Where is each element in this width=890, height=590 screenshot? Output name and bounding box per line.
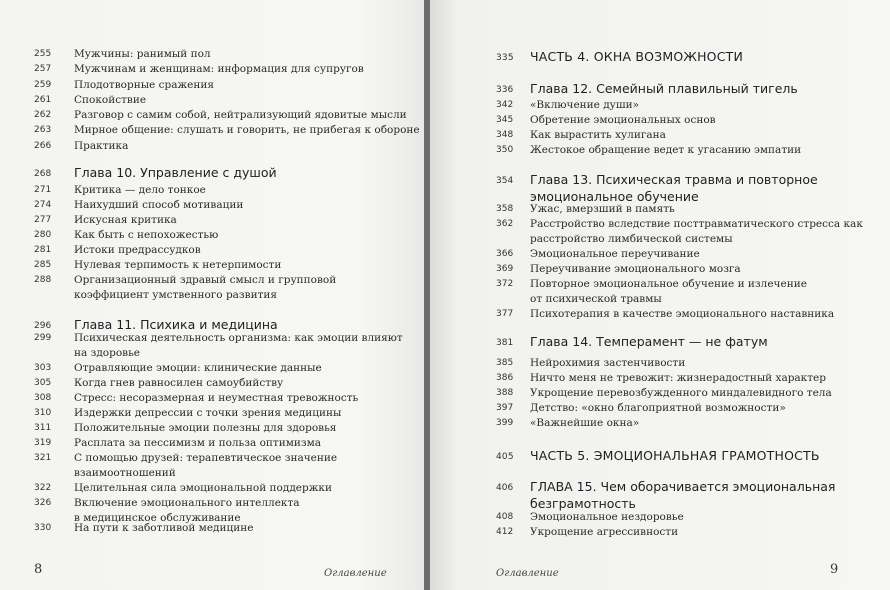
toc-title <box>530 171 818 205</box>
toc-title-line: Практика <box>74 140 129 152</box>
toc-page-number: 310 <box>34 408 52 418</box>
toc-title-line: Мужчины: ранимый пол <box>74 48 211 60</box>
toc-page-number: 321 <box>34 453 52 463</box>
toc-page-number: 348 <box>496 130 514 140</box>
toc-title <box>530 98 639 113</box>
toc-title <box>74 273 336 303</box>
toc-page-number: 399 <box>496 418 514 428</box>
toc-title-line: Расплата за пессимизм и польза оптимизма <box>74 437 322 449</box>
toc-title <box>74 213 177 228</box>
toc-title-line: Критика — дело тонкое <box>74 184 206 196</box>
toc-page-number: 406 <box>496 483 514 493</box>
right-page <box>430 0 890 590</box>
toc-title-line: Эмоциональное переучивание <box>530 248 700 260</box>
toc-page-number: 326 <box>34 498 52 508</box>
toc-title <box>74 451 337 481</box>
toc-title <box>530 307 834 322</box>
toc-page-number: 274 <box>34 200 52 210</box>
toc-page-number: 299 <box>34 333 52 343</box>
toc-title-line: Искусная критика <box>74 214 177 226</box>
toc-title <box>74 436 321 451</box>
toc-page-number: 397 <box>496 403 514 413</box>
toc-title <box>530 386 832 401</box>
toc-title-line: расстройство лимбической системы <box>530 233 733 245</box>
toc-page-number: 311 <box>34 423 52 433</box>
toc-title <box>530 128 666 143</box>
toc-title-line: на здоровье <box>74 347 140 359</box>
toc-page-number: 266 <box>34 141 52 151</box>
toc-title <box>530 510 684 525</box>
toc-title <box>530 277 807 307</box>
toc-page-number: 412 <box>496 527 514 537</box>
toc-page-number: 303 <box>34 363 52 373</box>
toc-title <box>74 183 206 198</box>
toc-title-line: Стресс: несоразмерная и неуместная тревожность <box>74 392 359 404</box>
toc-page-number: 277 <box>34 215 52 225</box>
toc-page-number: 262 <box>34 110 52 120</box>
toc-page-number: 345 <box>496 115 514 125</box>
toc-title-line: Издержки депрессии с точки зрения медицины <box>74 407 342 419</box>
toc-title-line: «Важнейшие окна» <box>530 417 640 429</box>
toc-page-number: 408 <box>496 512 514 522</box>
toc-title <box>74 78 214 93</box>
toc-page-number: 255 <box>34 49 52 59</box>
toc-title-line: эмоциональное обучение <box>530 189 699 204</box>
toc-title <box>530 401 786 416</box>
toc-page-number: 259 <box>34 80 52 90</box>
toc-title <box>74 376 283 391</box>
toc-page-number: 305 <box>34 378 52 388</box>
toc-title-line: Повторное эмоциональное обучение и излечение <box>530 278 807 290</box>
right-running-head: Оглавление <box>496 568 559 579</box>
toc-page-number: 381 <box>496 338 514 348</box>
toc-page-number: 369 <box>496 264 514 274</box>
toc-title <box>530 113 716 128</box>
toc-title-line: ЧАСТЬ 5. ЭМОЦИОНАЛЬНАЯ ГРАМОТНОСТЬ <box>530 448 820 463</box>
toc-page-number: 336 <box>496 85 514 95</box>
toc-title-line: На пути к заботливой медицине <box>74 522 254 534</box>
toc-title <box>530 247 700 262</box>
toc-title-line: Мирное общение: слушать и говорить, не прибегая к обороне <box>74 124 420 136</box>
toc-title-line: от психической травмы <box>530 293 662 305</box>
toc-title <box>530 371 826 386</box>
toc-title <box>530 217 863 247</box>
toc-title-line: взаимоотношений <box>74 467 176 479</box>
right-folio: 9 <box>830 562 839 577</box>
toc-title-line: ЧАСТЬ 4. ОКНА ВОЗМОЖНОСТИ <box>530 49 744 64</box>
toc-title <box>74 108 407 123</box>
toc-title-line: Переучивание эмоционального мозга <box>530 263 741 275</box>
toc-title-line: Жестокое обращение ведет к угасанию эмпатии <box>530 144 802 156</box>
toc-title-line: Спокойствие <box>74 94 147 106</box>
toc-page-number: 263 <box>34 125 52 135</box>
toc-title-line: Детство: «окно благоприятной возможности» <box>530 402 786 414</box>
toc-page-number: 285 <box>34 260 52 270</box>
toc-title <box>530 80 798 97</box>
toc-page-number: 362 <box>496 219 514 229</box>
toc-page-number: 335 <box>496 53 514 63</box>
toc-title-line: Укрощение перевозбужденного миндалевидного тела <box>530 387 832 399</box>
toc-title <box>74 164 277 181</box>
toc-title <box>74 198 243 213</box>
toc-title-line: Глава 12. Семейный плавильный тигель <box>530 81 798 96</box>
toc-title <box>74 228 218 243</box>
left-page <box>0 0 424 590</box>
left-running-head: Оглавление <box>324 568 387 579</box>
toc-title-line: Обретение эмоциональных основ <box>530 114 716 126</box>
toc-title <box>74 481 332 496</box>
toc-title-line: коэффициент умственного развития <box>74 289 277 301</box>
toc-title <box>74 243 201 258</box>
toc-page-number: 354 <box>496 176 514 186</box>
toc-page-number: 281 <box>34 245 52 255</box>
toc-title <box>530 262 741 277</box>
toc-title <box>530 448 820 463</box>
toc-title <box>530 333 768 350</box>
toc-title-line: Целительная сила эмоциональной поддержки <box>74 482 332 494</box>
toc-title-line: Ничто меня не тревожит: жизнерадостный характер <box>530 372 826 384</box>
toc-page-number: 280 <box>34 230 52 240</box>
toc-title <box>530 478 835 512</box>
toc-page-number: 385 <box>496 358 514 368</box>
toc-page-number: 405 <box>496 452 514 462</box>
toc-title <box>530 49 743 64</box>
toc-title-line: Расстройство вследствие посттравматического стресса как <box>530 218 863 230</box>
toc-title <box>74 258 281 273</box>
toc-page-number: 350 <box>496 145 514 155</box>
toc-title-line: Психическая деятельность организма: как эмоции влияют <box>74 332 403 344</box>
toc-title <box>74 331 403 361</box>
toc-title-line: Организационный здравый смысл и групповой <box>74 274 337 286</box>
toc-title <box>74 361 322 376</box>
toc-page-number: 261 <box>34 95 52 105</box>
toc-title-line: ГЛАВА 15. Чем оборачивается эмоциональная <box>530 479 836 494</box>
toc-title-line: Глава 14. Темперамент — не фатум <box>530 334 768 349</box>
toc-page-number: 388 <box>496 388 514 398</box>
toc-title-line: Когда гнев равносилен самоубийству <box>74 377 284 389</box>
toc-title-line: в медицинское обслуживание <box>74 512 241 524</box>
toc-title-line: Эмоциональное нездоровье <box>530 511 684 523</box>
toc-title-line: Наихудший способ мотивации <box>74 199 244 211</box>
toc-title-line: «Включение души» <box>530 99 640 111</box>
toc-title-line: Мужчинам и женщинам: информация для супругов <box>74 63 364 75</box>
left-folio: 8 <box>34 562 43 577</box>
toc-page-number: 372 <box>496 279 514 289</box>
toc-page-number: 319 <box>34 438 52 448</box>
toc-page-number: 330 <box>34 523 52 533</box>
toc-page-number: 308 <box>34 393 52 403</box>
toc-page-number: 366 <box>496 249 514 259</box>
toc-title <box>530 525 678 540</box>
toc-title <box>74 93 146 108</box>
toc-title <box>74 47 211 62</box>
toc-title-line: Как быть с непохожестью <box>74 229 219 241</box>
toc-title <box>74 421 336 436</box>
toc-title <box>74 62 364 77</box>
toc-title-line: С помощью друзей: терапевтическое значение <box>74 452 338 464</box>
toc-page-number: 271 <box>34 185 52 195</box>
toc-title <box>530 202 675 217</box>
toc-title <box>74 139 128 154</box>
toc-title <box>530 143 801 158</box>
toc-title <box>74 406 341 421</box>
toc-title-line: Глава 10. Управление с душой <box>74 165 277 180</box>
toc-title-line: Как вырастить хулигана <box>530 129 666 141</box>
toc-title-line: Включение эмоционального интеллекта <box>74 497 300 509</box>
toc-title <box>74 123 420 138</box>
toc-title-line: Ужас, вмерзший в память <box>530 203 675 215</box>
toc-title-line: Психотерапия в качестве эмоционального наставника <box>530 308 835 320</box>
toc-page-number: 358 <box>496 204 514 214</box>
toc-title <box>530 356 685 371</box>
toc-title-line: Нулевая терпимость к нетерпимости <box>74 259 282 271</box>
toc-page-number: 288 <box>34 275 52 285</box>
toc-title-line: Отравляющие эмоции: клинические данные <box>74 362 322 374</box>
toc-page-number: 322 <box>34 483 52 493</box>
toc-title-line: безграмотность <box>530 496 636 511</box>
toc-page-number: 377 <box>496 309 514 319</box>
toc-page-number: 296 <box>34 321 52 331</box>
toc-page-number: 257 <box>34 64 52 74</box>
toc-title <box>74 391 358 406</box>
toc-title-line: Положительные эмоции полезны для здоровья <box>74 422 337 434</box>
toc-title-line: Глава 11. Психика и медицина <box>74 317 278 332</box>
toc-title-line: Глава 13. Психическая травма и повторное <box>530 172 818 187</box>
toc-page-number: 342 <box>496 100 514 110</box>
toc-title-line: Истоки предрассудков <box>74 244 201 256</box>
toc-title <box>530 416 639 431</box>
toc-title-line: Нейрохимия застенчивости <box>530 357 686 369</box>
toc-page-number: 386 <box>496 373 514 383</box>
toc-title-line: Разговор с самим собой, нейтрализующий ядовитые мысли <box>74 109 407 121</box>
toc-title-line: Укрощение агрессивности <box>530 526 679 538</box>
toc-page-number: 268 <box>34 169 52 179</box>
toc-title-line: Плодотворные сражения <box>74 79 214 91</box>
toc-title <box>74 521 253 536</box>
